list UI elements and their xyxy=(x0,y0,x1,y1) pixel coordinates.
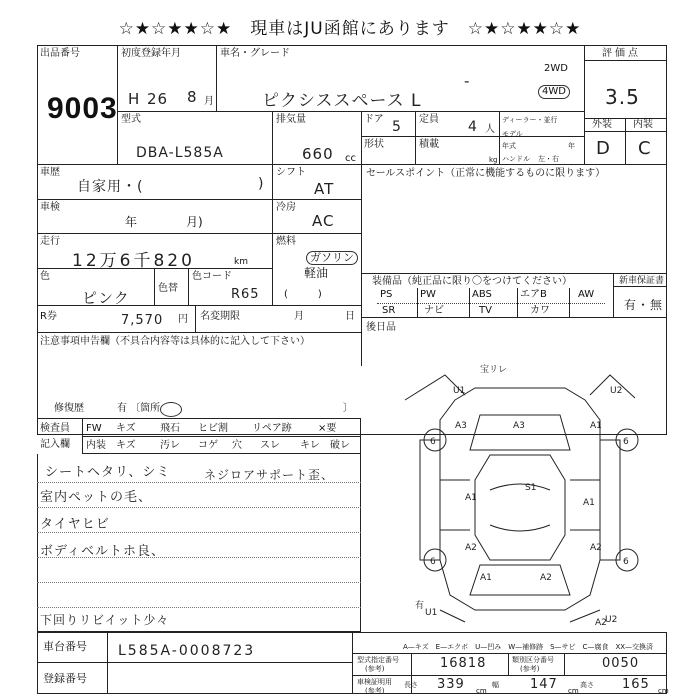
color-code-label: 色コード xyxy=(192,271,232,282)
damage-label: S1 xyxy=(525,483,537,493)
divider xyxy=(352,675,667,676)
divider xyxy=(584,60,667,61)
equipment-item: SR xyxy=(382,305,396,316)
aircon-label: 冷房 xyxy=(276,202,296,213)
damage-label: 宝リレ xyxy=(480,365,508,375)
designation-value: 16818 xyxy=(440,656,487,671)
repair-close: 〕 xyxy=(343,403,353,414)
damage-label: U2 xyxy=(610,386,623,396)
designation-label: 型式指定番号 xyxy=(357,656,399,664)
inspector-item: ×要 xyxy=(318,423,337,434)
equipment-item: AW xyxy=(578,289,595,300)
inspector-item: 汚レ xyxy=(160,440,180,451)
inspector-item: 飛石 xyxy=(160,423,180,434)
divider xyxy=(216,45,217,111)
history-label: 車歴 xyxy=(40,167,60,178)
height-value: 165 xyxy=(622,677,650,692)
divider xyxy=(272,111,273,164)
fuel-gas: ガソリン xyxy=(306,246,358,265)
divider xyxy=(37,164,667,165)
divider xyxy=(417,288,418,317)
divider xyxy=(569,288,570,317)
class-sub: (参考) xyxy=(520,665,540,673)
divider xyxy=(361,273,667,274)
history-value: 自家用・( xyxy=(77,179,144,195)
rear-item-label: 後日品 xyxy=(366,322,396,333)
drive-2wd: 2WD xyxy=(544,63,568,74)
mileage-label: 走行 xyxy=(40,236,60,247)
load-label: 積載 xyxy=(419,139,439,150)
fuel-light-oil: 軽油 xyxy=(304,266,329,280)
damage-label: U2 xyxy=(605,615,618,625)
inspector-label-2: 記入欄 xyxy=(40,439,70,450)
height-label: 高さ xyxy=(580,681,594,689)
divider xyxy=(82,436,361,437)
divider xyxy=(517,288,518,317)
warranty-value: 有・無 xyxy=(624,298,664,312)
damage-label: A1 xyxy=(590,421,602,431)
repair-none-mark xyxy=(160,402,182,417)
length-value: 339 xyxy=(437,677,465,692)
divider xyxy=(352,653,667,654)
note-line xyxy=(37,507,361,508)
sales-label: セールスポイント（正常に機能するものに限ります） xyxy=(366,168,606,179)
divider xyxy=(584,45,585,164)
type-label: 型式 xyxy=(121,114,141,125)
damage-label: 6 xyxy=(430,557,436,567)
note-line xyxy=(37,482,361,483)
damage-label: 有 xyxy=(415,601,425,611)
cert-sub: (参考) xyxy=(365,687,385,695)
divider xyxy=(415,111,416,164)
shape-label: 形状 xyxy=(364,139,384,150)
damage-label: 6 xyxy=(623,557,629,567)
damage-label: U1 xyxy=(425,608,438,618)
inspection-label: 車検 xyxy=(40,202,60,213)
height-unit: cm xyxy=(658,687,669,695)
doors-value: 5 xyxy=(392,119,402,135)
damage-label: A1 xyxy=(465,493,477,503)
handle-label: ハンドル xyxy=(502,155,530,163)
evaluation-score: 3.5 xyxy=(605,85,640,109)
exterior-label: 外装 xyxy=(592,119,612,130)
inspector-item: キズ xyxy=(116,440,136,451)
registration-year-prefix: H xyxy=(128,90,141,108)
inspector-item: リペア跡 xyxy=(252,423,292,434)
lot-number: 9003 xyxy=(47,92,118,125)
load-unit: kg xyxy=(489,156,498,164)
equipment-label: 装備品（純正品に限り〇をつけてください） xyxy=(372,276,572,287)
recycle-label: R券 xyxy=(40,311,57,322)
divider xyxy=(361,317,667,318)
name-change-label: 名変期限 xyxy=(200,311,240,322)
equipment-item: PS xyxy=(380,289,393,300)
divider xyxy=(361,111,362,164)
inspector-item: 穴 xyxy=(232,440,242,451)
damage-label: U1 xyxy=(453,386,466,396)
note-line xyxy=(37,557,361,558)
color-code: R65 xyxy=(231,287,260,302)
registration-month: 8 xyxy=(187,88,198,106)
inspector-label-1: 検査員 xyxy=(40,423,70,434)
handwritten-line-5: ネジロアサポート歪、 xyxy=(204,468,335,482)
damage-label: A1 xyxy=(480,573,492,583)
width-label: 幅 xyxy=(492,681,499,689)
divider xyxy=(499,111,500,164)
inspector-item: スレ xyxy=(260,440,280,451)
damage-label: A2 xyxy=(465,543,477,553)
inspector-item: 破レ xyxy=(330,440,350,451)
notes-label: 注意事項申告欄（不具合内容等は具体的に記入して下さい） xyxy=(40,336,310,347)
inspector-item: FW xyxy=(86,423,102,434)
history-close: ) xyxy=(258,176,265,192)
car-damage-diagram xyxy=(395,360,685,630)
divider xyxy=(272,164,273,305)
inspector-item: 内装 xyxy=(86,440,106,451)
equipment-item: PW xyxy=(420,289,436,300)
repair-label: 修復歴 xyxy=(54,403,84,414)
divider xyxy=(107,632,108,694)
equipment-item: ABS xyxy=(472,289,492,300)
damage-label: A3 xyxy=(513,421,525,431)
capacity-value: 4 xyxy=(468,119,478,135)
registration-year: 26 xyxy=(147,90,169,108)
handwritten-line-6: 下回りリビイット少々 xyxy=(40,613,170,627)
divider xyxy=(117,111,584,112)
note-line xyxy=(37,582,361,583)
interior-label: 内装 xyxy=(633,119,653,130)
displacement-unit: cc xyxy=(345,153,356,164)
note-line xyxy=(37,607,361,608)
dealer-year-unit: 年 xyxy=(568,142,575,150)
damage-label: A2 xyxy=(595,618,607,628)
handle-value: 左・右 xyxy=(538,155,559,163)
handwritten-line-4: ボディベルトホ良、 xyxy=(40,544,165,559)
type-value: DBA-L585A xyxy=(136,145,224,161)
repair-value: 有 〔箇所 xyxy=(117,403,161,414)
model-dash: - xyxy=(464,72,471,90)
dealer-year: 年式 xyxy=(502,142,516,150)
damage-label: A2 xyxy=(590,543,602,553)
divider xyxy=(37,199,361,200)
damage-label: A3 xyxy=(455,421,467,431)
divider xyxy=(188,268,189,305)
divider xyxy=(508,653,509,675)
evaluation-label: 評価点 xyxy=(602,48,641,59)
inspector-item: ヒビ割 xyxy=(198,423,228,434)
exterior-value: D xyxy=(596,138,611,159)
divider xyxy=(195,305,196,332)
recycle-value: 7,570 xyxy=(121,313,164,328)
doors-label: ドア xyxy=(364,114,384,125)
handwritten-line-1: シートヘタリ、シミ xyxy=(45,465,171,480)
divider xyxy=(625,118,626,164)
registration-label: 初度登録年月 xyxy=(121,48,181,59)
chassis-label: 車台番号 xyxy=(43,640,87,653)
note-line xyxy=(37,532,361,533)
recycle-unit: 円 xyxy=(178,314,188,325)
color-value: ピンク xyxy=(82,289,130,307)
divider xyxy=(469,288,470,317)
name-change-month: 月 xyxy=(294,311,304,322)
divider xyxy=(361,164,362,366)
equipment-item: カワ xyxy=(530,305,550,316)
aircon-value: AC xyxy=(312,212,335,230)
damage-legend: A—キズ E—エクボ U—凹み W—補修跡 S—サビ C—腐食 XX—交換済 xyxy=(403,643,654,651)
class-label: 類別区分番号 xyxy=(512,656,554,664)
capacity-unit: 人 xyxy=(485,124,495,135)
model-value: ピクシススペース L xyxy=(262,91,422,111)
dealer-model: モデル xyxy=(502,130,523,138)
color-change-label: 色替 xyxy=(158,283,178,294)
mileage-unit: km xyxy=(234,257,248,267)
model-label: 車名・グレード xyxy=(220,48,290,59)
capacity-label: 定員 xyxy=(419,114,439,125)
handwritten-line-3: タイヤヒビ xyxy=(40,517,110,532)
width-unit: cm xyxy=(568,687,579,695)
class-value: 0050 xyxy=(602,656,640,671)
shift-value: AT xyxy=(314,180,335,198)
inspection-month: 月) xyxy=(186,215,203,229)
divider xyxy=(37,233,361,234)
damage-label: A2 xyxy=(540,573,552,583)
inspector-item: キズ xyxy=(116,423,136,434)
divider xyxy=(37,332,361,333)
divider xyxy=(613,273,614,317)
divider xyxy=(352,632,353,694)
equipment-item: ナビ xyxy=(424,305,444,316)
length-unit: cm xyxy=(476,687,487,695)
inspector-item: コゲ xyxy=(198,440,218,451)
color-label: 色 xyxy=(40,271,50,282)
dealer-label: ディーラー・並行 xyxy=(502,116,558,124)
width-value: 147 xyxy=(530,677,558,692)
handwritten-line-2: 室内ペットの毛、 xyxy=(40,490,153,505)
mileage-value: 12万6千820 xyxy=(72,251,195,271)
divider xyxy=(154,268,155,305)
shift-label: シフト xyxy=(276,167,306,178)
divider xyxy=(564,653,565,675)
registration-no-label: 登録番号 xyxy=(43,672,87,685)
lot-label: 出品番号 xyxy=(40,48,80,59)
interior-value: C xyxy=(638,138,652,159)
fuel-label: 燃料 xyxy=(276,236,296,247)
divider xyxy=(37,662,352,663)
inspection-year: 年 xyxy=(125,215,138,229)
equipment-item: TV xyxy=(479,305,492,316)
displacement-value: 660 xyxy=(302,145,334,163)
registration-month-unit: 月 xyxy=(204,96,214,107)
fuel-brackets: ( ) xyxy=(284,289,322,300)
damage-label: 6 xyxy=(623,437,629,447)
inspector-item: キレ xyxy=(300,440,320,451)
chassis-value: L585A-0008723 xyxy=(118,643,256,659)
length-label: 長さ xyxy=(404,681,418,689)
displacement-label: 排気量 xyxy=(276,114,306,125)
damage-label: A1 xyxy=(583,498,595,508)
cert-label: 車検証明用 xyxy=(357,678,392,686)
drive-4wd: 4WD xyxy=(538,79,570,99)
damage-label: 6 xyxy=(430,437,436,447)
divider xyxy=(361,136,584,137)
equipment-item: エアB xyxy=(520,289,547,300)
designation-sub: (参考) xyxy=(365,665,385,673)
header-banner: ☆★☆★★☆★ 現車はJU函館にあります ☆★☆★★☆★ xyxy=(118,19,582,39)
name-change-day: 日 xyxy=(345,311,355,322)
warranty-label: 新車保証書 xyxy=(619,276,665,286)
divider xyxy=(377,303,605,304)
